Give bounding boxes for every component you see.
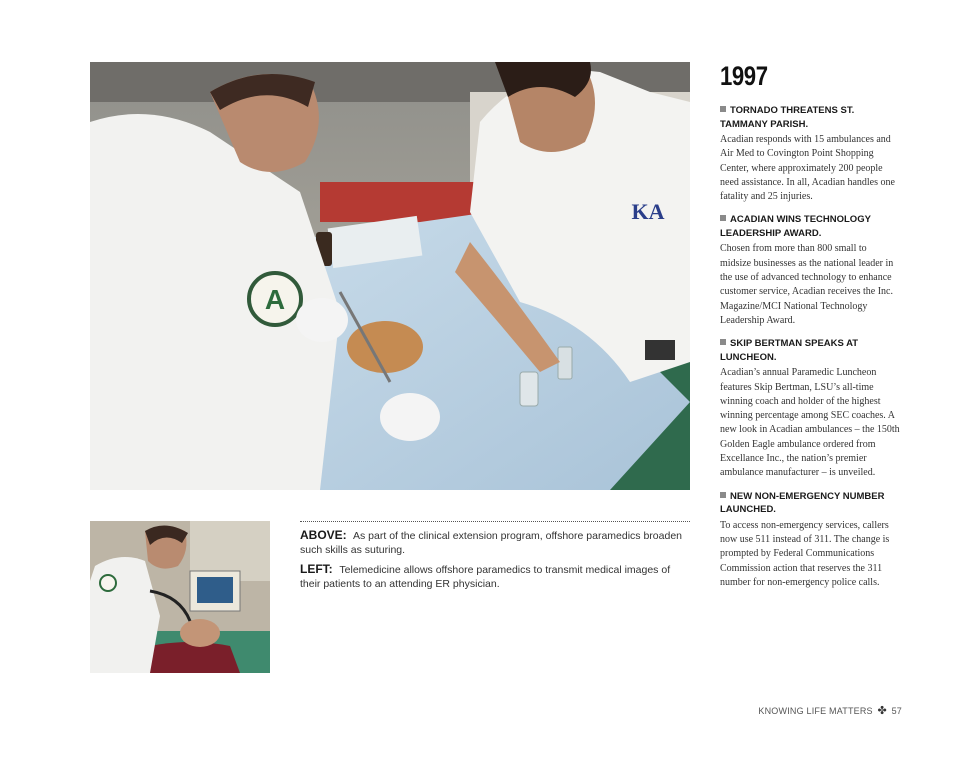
entry-headline-text: NEW NON-EMERGENCY NUMBER LAUNCHED. — [720, 490, 885, 516]
square-bullet-icon — [720, 215, 726, 221]
entry-headline-text: TORNADO THREATENS ST. TAMMANY PARISH. — [720, 105, 855, 130]
entry-headline — [720, 104, 900, 131]
entry-headline — [720, 490, 900, 517]
caption-left — [300, 562, 690, 591]
shirt-logo: KA — [631, 199, 665, 224]
square-bullet-icon — [720, 339, 726, 345]
entry-headline-text: SKIP BERTMAN SPEAKS AT LUNCHEON. — [720, 338, 859, 363]
telemedicine-photo — [90, 521, 270, 673]
entry-body: Acadian responds with 15 ambulances and Air Med to Covington Point Shopping Center, where approximately 200 people need assistance. In all, Acadian handles one fatality and 25 injuries. — [720, 134, 895, 203]
entry-headline — [720, 213, 900, 240]
photo-captions — [300, 521, 690, 596]
telemedicine-photo-illustration — [90, 521, 270, 673]
timeline-entry — [720, 213, 900, 328]
year-heading: 1997 — [720, 61, 768, 91]
footer-title: KNOWING LIFE MATTERS — [758, 706, 873, 716]
timeline-sidebar — [720, 60, 900, 599]
entry-body: Acadian’s annual Paramedic Luncheon features Skip Bertman, LSU’s all-time winning coach and holder of the highest winning percentage among SEC coaches. A new look in Acadian ambulances – the 150th Golden Eagle ambulance ordered from Excellance Inc., the nation’s premier ambulance manufacturer – is unveiled. — [720, 367, 900, 479]
caption-left-text: Telemedicine allows offshore paramedics to transmit medical images of their patients to an attending ER physician. — [300, 564, 671, 590]
patch-letter: A — [264, 284, 286, 315]
page-number: 57 — [891, 706, 902, 716]
page-footer — [758, 704, 902, 717]
caption-left-label: LEFT: — [300, 562, 333, 576]
caption-above-label: ABOVE: — [300, 528, 347, 542]
square-bullet-icon — [720, 106, 726, 112]
suturing-photo-illustration — [90, 62, 690, 490]
caption-above-text: As part of the clinical extension program, offshore paramedics broaden such skills as suturing. — [300, 530, 683, 556]
entry-headline-text: ACADIAN WINS TECHNOLOGY LEADERSHIP AWARD. — [720, 214, 871, 239]
caption-above — [300, 528, 690, 557]
timeline-entry — [720, 337, 900, 480]
entry-headline — [720, 337, 900, 364]
entry-body: To access non-emergency services, callers now use 511 instead of 311. The change is prompted by Federal Communications Commission action that reserves the 311 number for non-emergency police calls. — [720, 519, 890, 588]
main-photo — [90, 62, 690, 490]
timeline-entry — [720, 104, 900, 204]
entry-body: Chosen from more than 800 small to midsize businesses as the national leader in the use of advanced technology to enhance customer service, Acadian receives the Inc. Magazine/MCI National Technology Leadership Award. — [720, 243, 894, 326]
square-bullet-icon — [720, 492, 726, 498]
cross-ornament-icon: ✤ — [877, 705, 887, 717]
timeline-entry — [720, 490, 900, 590]
